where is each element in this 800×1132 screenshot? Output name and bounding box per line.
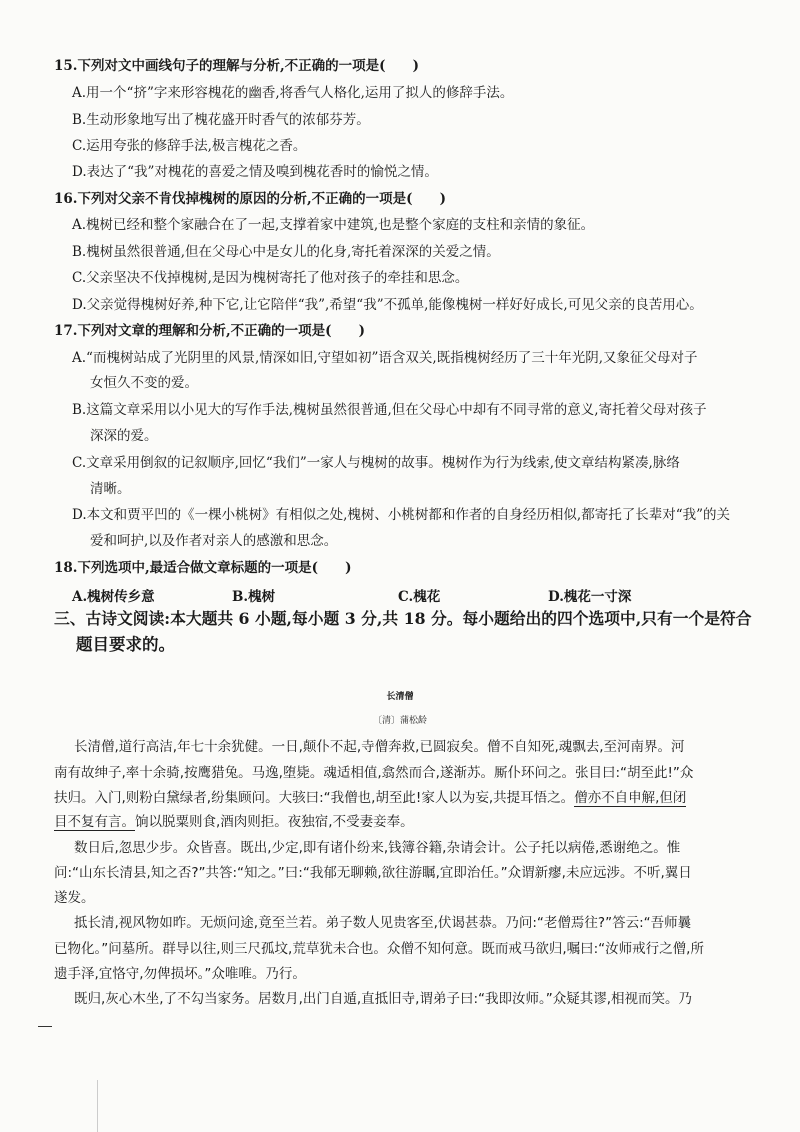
question-15-option-c: C.运用夸张的修辞手法,极言槐花之香。 [72,138,307,154]
passage-p3-line1: 抵长清,视风物如昨。无烦问途,竟至兰若。弟子数人见贵客至,伏谒甚恭。乃问:“老僧焉往?”答云:“吾师曩 [74,915,692,931]
question-15-stem: 15.下列对文中画线句子的理解与分析,不正确的一项是( ) [54,58,419,74]
question-17-option-a: A.“而槐树站成了光阴里的风景,情深如旧,守望如初”语含双关,既指槐树经历了三十年光阴,又象征父母对子 [72,350,698,366]
passage-p3-line3: 遗手泽,宜恪守,勿俾损坏。”众唯唯。乃行。 [54,966,306,982]
question-15-option-a: A.用一个“挤”字来形容槐花的幽香,将香气人格化,运用了拟人的修辞手法。 [72,85,514,101]
question-17-option-c: C.文章采用倒叙的记叙顺序,回忆“我们”一家人与槐树的故事。槐树作为行为线索,使文章结构紧凑,脉络 [72,455,680,471]
question-16-option-c: C.父亲坚决不伐掉槐树,是因为槐树寄托了他对孩子的牵挂和思念。 [72,270,469,286]
question-16-stem: 16.下列对父亲不肯伐掉槐树的原因的分析,不正确的一项是( ) [54,191,446,207]
passage-p1-line3 [54,789,686,807]
question-17-option-c-cont: 清晰。 [90,481,131,497]
passage-p2-line2: 问:“山东长清县,知之否?”共答:“知之。”曰:“我郁无聊赖,欲往游瞩,宜即治任。”众谓新瘳,未应远涉。不听,翼日 [54,865,692,881]
question-17-option-d: D.本文和贾平凹的《一棵小桃树》有相似之处,槐树、小桃树都和作者的自身经历相似,都寄托了长辈对“我”的关 [72,507,731,523]
passage-p3-line2: 已物化。”问墓所。群导以往,则三尺孤坟,荒草犹未合也。众僧不知何意。既而戒马欲归,嘱曰:“汝师戒行之僧,所 [54,941,704,957]
passage-author: 〔清〕蒲松龄 [372,716,427,726]
section-3-heading-cont: 题目要求的。 [76,635,175,654]
passage-title: 长清僧 [386,692,414,702]
question-15-option-d: D.表达了“我”对槐花的喜爱之情及嗅到槐花香时的愉悦之情。 [72,164,438,180]
question-16-option-b: B.槐树虽然很普通,但在父母心中是女儿的化身,寄托着深深的关爱之情。 [72,244,500,260]
passage-p1-line4-text: 饷以脱粟则食,酒肉则拒。夜独宿,不受妻妾奉。 [135,814,414,830]
question-16-option-d: D.父亲觉得槐树好养,种下它,让它陪伴“我”,希望“我”不孤单,能像槐树一样好好成长,可见父亲的良苦用心。 [72,297,703,313]
question-18-option-d: D.槐花一寸深 [548,589,632,605]
question-18-stem: 18.下列选项中,最适合做文章标题的一项是( ) [54,560,352,576]
passage-p1-line2: 南有故绅子,率十余骑,按鹰猎兔。马逸,堕毙。魂适相值,翕然而合,遂渐苏。厮仆环问之。张目曰:“胡至此!”众 [54,765,694,781]
question-17-option-b: B.这篇文章采用以小见大的写作手法,槐树虽然很普通,但在父母心中却有不同寻常的意义,寄托着父母对孩子 [72,402,707,418]
question-17-stem: 17.下列对文章的理解和分析,不正确的一项是( ) [54,323,365,339]
scan-edge-line [97,1080,98,1132]
passage-p1-line1: 长清僧,道行高洁,年七十余犹健。一日,颠仆不起,寺僧奔救,已圆寂矣。僧不自知死,魂飘去,至河南界。河 [74,739,685,755]
question-18-option-a: A.槐树传乡意 [72,589,155,605]
question-15-option-b: B.生动形象地写出了槐花盛开时香气的浓郁芬芳。 [72,112,370,128]
margin-mark [38,1026,52,1027]
question-17-option-b-cont: 深深的爱。 [90,428,158,444]
question-18-option-b: B.槐树 [232,589,276,605]
question-17-option-a-cont: 女恒久不变的爱。 [90,375,198,391]
section-3-heading: 三、古诗文阅读:本大题共 6 小题,每小题 3 分,共 18 分。每小题给出的四个选项中,只有一个是符合 [54,609,752,628]
passage-p2-line1: 数日后,忽思少步。众皆喜。既出,少定,即有诸仆纷来,钱簿谷籍,杂请会计。公子托以病倦,悉谢绝之。惟 [74,840,681,856]
passage-p1-line4 [54,813,414,831]
underlined-sentence: 僧亦不自申解,但闭 [574,790,687,806]
question-18-option-c: C.槐花 [398,589,441,605]
underlined-sentence-cont: 目不复有言。 [54,814,135,830]
passage-p2-line3: 遂发。 [54,890,95,906]
question-17-option-d-cont: 爱和呵护,以及作者对亲人的感激和思念。 [90,533,338,549]
passage-p4-line1: 既归,灰心木坐,了不勾当家务。居数月,出门自遁,直抵旧寺,谓弟子曰:“我即汝师。”众疑其谬,相视而笑。乃 [74,991,693,1007]
passage-p1-line3-text: 扶归。入门,则粉白黛绿者,纷集顾问。大骇曰:“我僧也,胡至此!家人以为妄,共提耳悟之。 [54,790,575,806]
question-16-option-a: A.槐树已经和整个家融合在了一起,支撑着家中建筑,也是整个家庭的支柱和亲情的象征。 [72,217,595,233]
